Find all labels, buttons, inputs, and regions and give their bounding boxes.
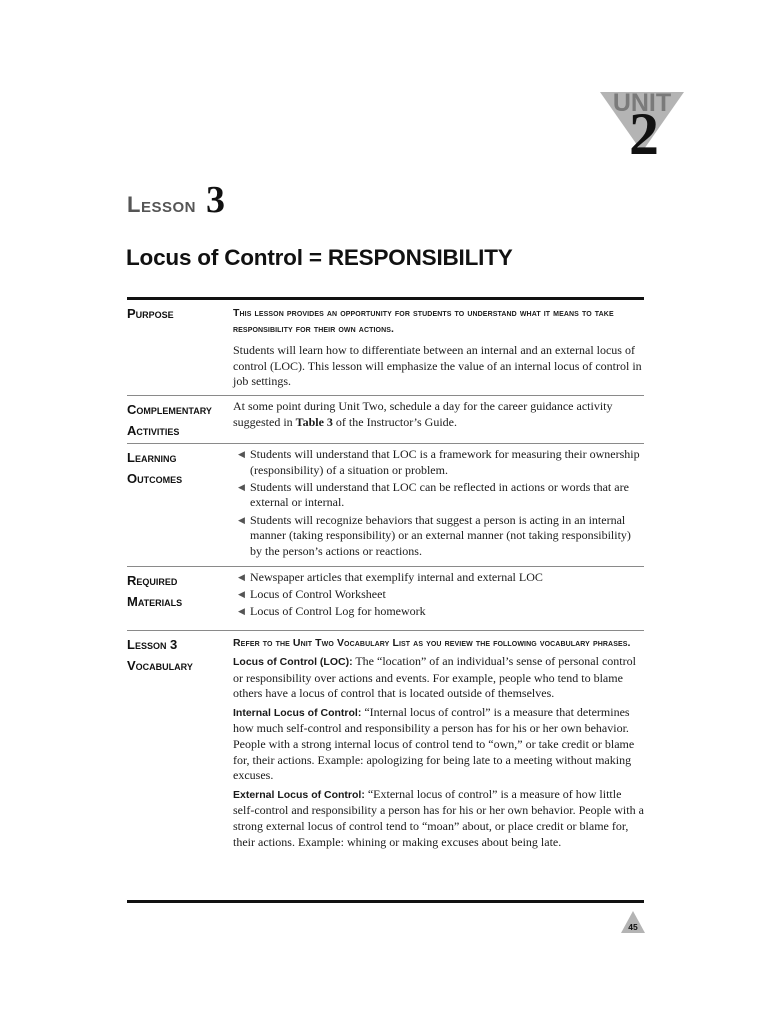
complementary-label-line1: Complementary xyxy=(127,402,212,417)
material-text: Newspaper articles that exemplify internal and external LOC xyxy=(250,570,543,584)
materials-list xyxy=(233,570,645,622)
list-item xyxy=(233,570,645,586)
complementary-text-bold: Table 3 xyxy=(295,414,333,429)
complementary-text xyxy=(233,399,645,430)
unit-number: 2 xyxy=(629,101,659,167)
outcomes-label-line1: Learning xyxy=(127,450,177,465)
outcome-text: Students will recognize behaviors that suggest a person is acting in an internal manner (taking responsibility) or an external manner (not taking responsibility) by the person’s actions or reactions. xyxy=(250,512,631,558)
vocabulary-section xyxy=(233,635,645,850)
bullet-arrow-icon: ◀ xyxy=(238,514,245,525)
divider xyxy=(127,395,644,396)
complementary-text-start: At some point during Unit Two, schedule a day for the career guidance activity suggested in xyxy=(233,399,613,429)
vocab-term: Locus of Control (LOC): xyxy=(233,656,353,668)
divider xyxy=(127,443,644,444)
lesson-label: Lesson xyxy=(127,192,196,217)
list-item xyxy=(233,513,645,560)
vocabulary-label-line2: Vocabulary xyxy=(127,658,193,673)
bottom-divider xyxy=(127,900,644,903)
unit-label: UNIT xyxy=(612,89,672,117)
outcomes-list xyxy=(233,447,645,561)
outcome-text: Students will understand that LOC can be reflected in actions or words that are external or internal. xyxy=(250,479,629,510)
material-text: Locus of Control Worksheet xyxy=(250,587,386,602)
vocab-term: External Locus of Control: xyxy=(233,788,365,801)
list-item xyxy=(233,447,645,478)
outcomes-label-line2: Outcomes xyxy=(127,471,183,486)
page-number: 45 xyxy=(628,922,638,932)
top-divider xyxy=(127,297,644,300)
lesson-heading xyxy=(127,178,225,222)
unit-badge xyxy=(598,90,686,170)
bullet-arrow-icon: ◀ xyxy=(238,449,245,459)
materials-label xyxy=(127,570,227,612)
complementary-label xyxy=(127,399,227,441)
bullet-arrow-icon: ◀ xyxy=(238,589,245,600)
vocab-entry xyxy=(233,705,645,784)
vocab-definition: “Internal locus of control” is a measure that determines how much self-control and responsibility a person has for his or her own behavior. People with a strong internal locus of control tend to “own,” or take credit or blame for, their actions. Example: apologizing for being late to a meeting without making excuses. xyxy=(233,704,635,783)
lesson-number: 3 xyxy=(205,179,225,221)
purpose-section xyxy=(233,305,645,390)
outcome-text: Students will understand that LOC is a framework for measuring their ownership (responsibility) of a situation or problem. xyxy=(250,447,640,477)
divider xyxy=(127,630,644,631)
outcomes-label xyxy=(127,447,227,489)
vocab-definition: The “location” of an individual’s sense of personal control or responsibility over actions and events. For example, people who tend to blame others have a locus of control that is located outside of themselves. xyxy=(233,654,636,701)
vocab-definition: “External locus of control” is a measure of how little self-control and responsibility a person has for his or her own behavior. People with a strong external locus of control tend to “moan” about, or place credit or blame for, their actions. Example: whining or making excuses about being late. xyxy=(233,786,644,849)
materials-label-line2: Materials xyxy=(127,594,183,609)
list-item xyxy=(233,480,645,511)
complementary-text-end: of the Instructor’s Guide. xyxy=(332,414,458,429)
list-item xyxy=(233,604,645,620)
vocab-term: Internal Locus of Control: xyxy=(233,706,362,719)
vocab-entry xyxy=(233,654,645,702)
purpose-label: Purpose xyxy=(127,306,174,321)
purpose-lead: This lesson provides an opportunity for students to understand what it means to take responsibility for their own actions. xyxy=(233,307,614,335)
bullet-arrow-icon: ◀ xyxy=(238,606,245,617)
material-text: Locus of Control Log for homework xyxy=(250,604,426,619)
bullet-arrow-icon: ◀ xyxy=(238,481,245,492)
page-title: Locus of Control = RESPONSIBILITY xyxy=(126,245,513,270)
page-number-badge xyxy=(620,910,646,934)
list-item xyxy=(233,587,645,603)
vocab-entry xyxy=(233,787,645,850)
bullet-arrow-icon: ◀ xyxy=(238,572,245,582)
vocabulary-label-line1: Lesson 3 xyxy=(127,637,178,652)
divider xyxy=(127,566,644,567)
complementary-label-line2: Activities xyxy=(127,423,180,438)
purpose-text: Students will learn how to differentiate between an internal and an external locus of control (LOC). This lesson will emphasize the value of an internal locus of control in job settings. xyxy=(233,343,642,389)
materials-label-line1: Required xyxy=(127,573,178,588)
vocabulary-lead: Refer to the Unit Two Vocabulary List as you review the following vocabulary phrases. xyxy=(233,637,631,649)
vocabulary-label xyxy=(127,634,227,676)
